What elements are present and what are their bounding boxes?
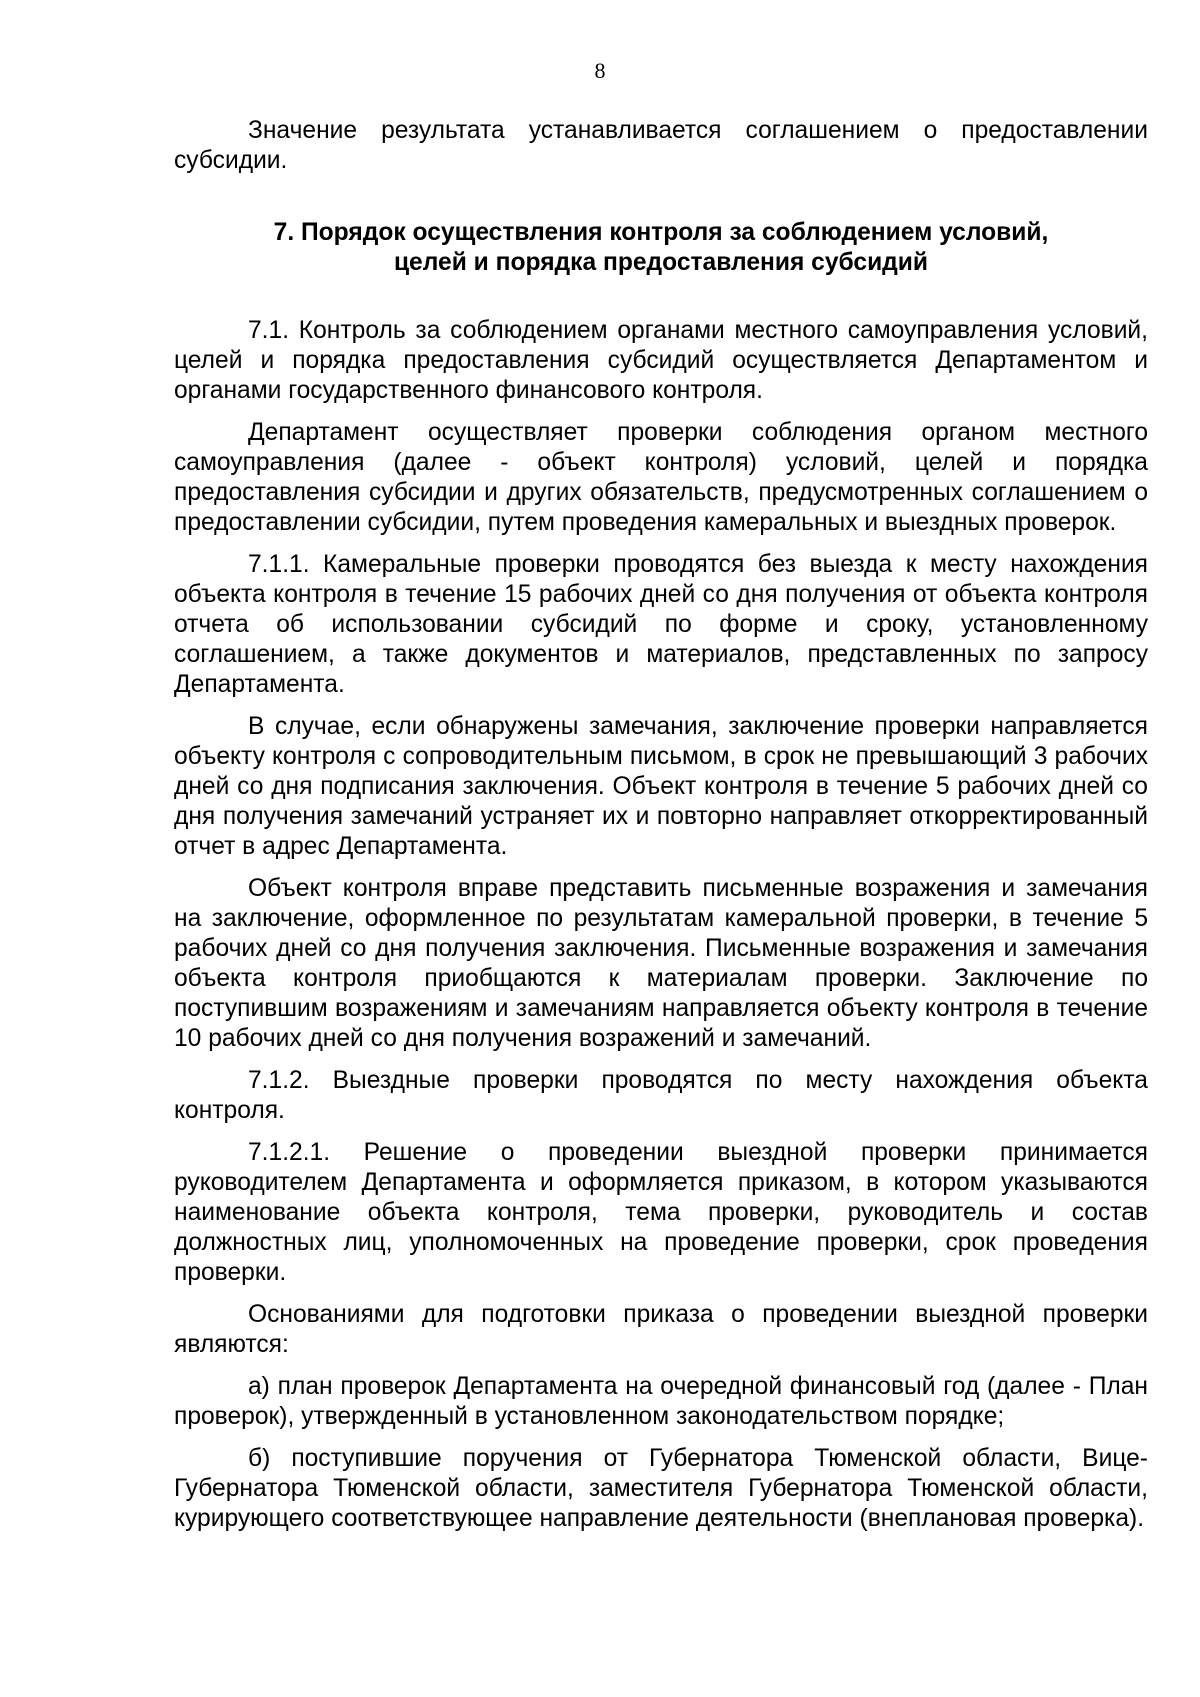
paragraph-inspections-overview: Департамент осуществляет проверки соблюдения органом местного самоуправления (далее - объект контроля) условий, целей и порядка предоставления субсидии и других обязательств, предусмотренных соглашением о предоставлении субсидии, путем проведения камеральных и выездных проверок. bbox=[174, 419, 1148, 536]
paragraph-grounds: Основаниями для подготовки приказа о проведении выездной проверки являются: bbox=[174, 1301, 1148, 1358]
paragraph-7-1-2-1: 7.1.2.1. Решение о проведении выездной проверки принимается руководителем Департамента и оформляется приказом, в котором указываются наименование объекта контроля, тема проверки, руководитель и состав должностных лиц, уполномоченных на проведение проверки, срок проведения проверки. bbox=[174, 1139, 1148, 1286]
paragraph-objections: Объект контроля вправе представить письменные возражения и замечания на заключение, оформленное по результатам камеральной проверки, в течение 5 рабочих дней со дня получения заключения. Письменные возражения и замечания объекта контроля приобщаются к материалам проверки. Заключение по поступившим возражениям и замечаниям направляется объекту контроля в течение 10 рабочих дней со дня получения возражений и замечаний. bbox=[174, 875, 1148, 1052]
paragraph-remarks: В случае, если обнаружены замечания, заключение проверки направляется объекту контроля с сопроводительным письмом, в срок не превышающий 3 рабочих дней со дня подписания заключения. Объект контроля в течение 5 рабочих дней со дня получения замечаний устраняет их и повторно направляет откорректированный отчет в адрес Департамента. bbox=[174, 713, 1148, 860]
page-number: 8 bbox=[594, 58, 606, 83]
document-body bbox=[174, 116, 1148, 1546]
paragraph-7-1: 7.1. Контроль за соблюдением органами местного самоуправления условий, целей и порядка предоставления субсидий осуществляется Департаментом и органами государственного финансового контроля. bbox=[174, 317, 1148, 404]
paragraph-item-b: б) поступившие поручения от Губернатора Тюменской области, Вице-Губернатора Тюменской области, заместителя Губернатора Тюменской области, курирующего соответствующее направление деятельности (внеплановая проверка). bbox=[174, 1445, 1148, 1532]
paragraph-7-1-2: 7.1.2. Выездные проверки проводятся по месту нахождения объекта контроля. bbox=[174, 1067, 1148, 1124]
intro-paragraph: Значение результата устанавливается соглашением о предоставлении субсидии. bbox=[174, 117, 1148, 174]
paragraph-7-1-1: 7.1.1. Камеральные проверки проводятся без выезда к месту нахождения объекта контроля в течение 15 рабочих дней со дня получения от объекта контроля отчета об использовании субсидий по форме и сроку, установленному соглашением, а также документов и материалов, представленных по запросу Департамента. bbox=[174, 551, 1148, 698]
section-title bbox=[174, 218, 1148, 278]
section-title-line-2: целей и порядка предоставления субсидий bbox=[393, 249, 929, 276]
paragraph-item-a: а) план проверок Департамента на очередной финансовый год (далее - План проверок), утвержденный в установленном законодательством порядке; bbox=[174, 1373, 1148, 1430]
section-title-line-1: 7. Порядок осуществления контроля за соблюдением условий, bbox=[273, 219, 1049, 246]
